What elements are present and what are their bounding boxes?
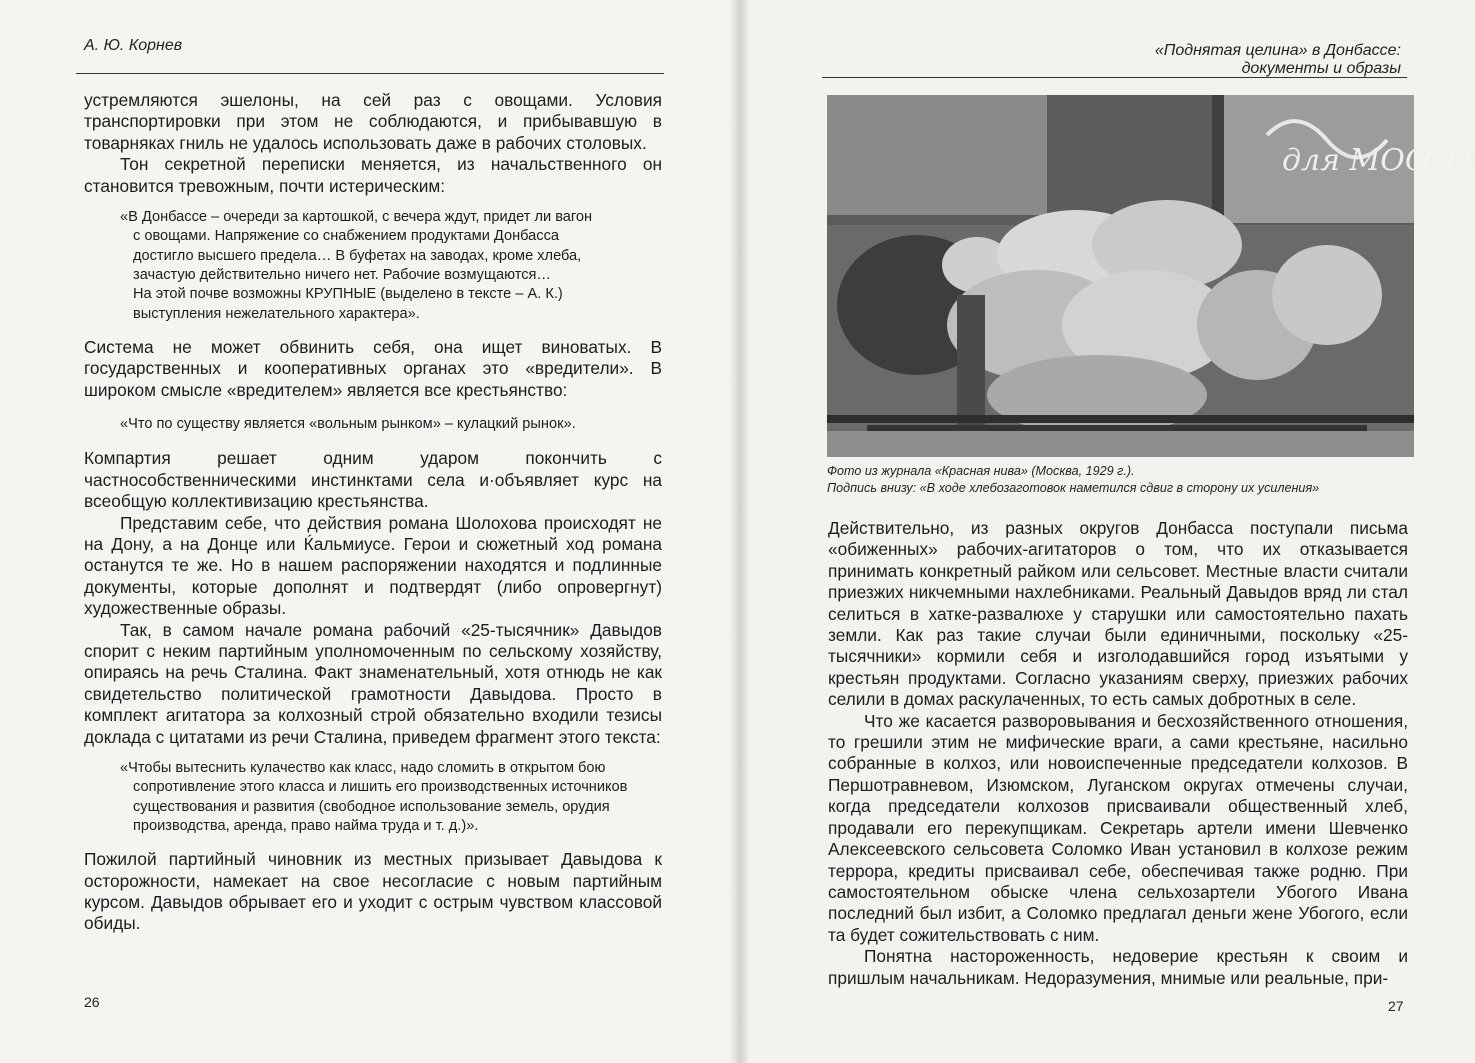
right-header-rule (822, 77, 1407, 78)
quote-line: На этой почве возможны КРУПНЫЕ (выделено в тексте – А. К.) (133, 286, 563, 303)
left-running-head: А. Ю. Корнев (84, 37, 183, 54)
paragraph: Компартия решает одним ударом покончить с частнособственническими инстинктами села и·объявляет курс на всеобщую коллективизацию крестьянства. (84, 448, 662, 512)
left-header-rule (76, 73, 664, 74)
quote-line: зачастую действительно ничего нет. Рабочие возмущаются… (133, 266, 552, 283)
quote-line: сопротивление этого класса и лишить его производственных источников существования и развития (свободное использование земель, орудия производства, аренда, право найма труда и т. д.)». (133, 779, 628, 834)
block-quote (120, 208, 662, 324)
paragraph: Так, в самом начале романа рабочий «25-тысячник» Давыдов спорит с неким партийным уполномоченным по сельскому хозяйству, опираясь на речь Сталина. Факт знаменательный, хотя отнюдь не как свидетельство политической грамотности Давыдова. Просто в комплект агитатора за колхозный строй обязательно входили тезисы доклада с цитатами из речи Сталина, приведем фрагмент этого текста: (84, 619, 662, 747)
paragraph: Что же касается разворовывания и бесхозяйственного отношения, то грешили этим не мифические враги, а сами крестьяне, насильно собранные в колхоз, или новоиспеченные председатели колхозов. В Першотравневом, Изюмском, Луганском округах отмечены случаи, когда председатели колхозов присваивали общественный хлеб, продавали его перекупщикам. Секретарь артели имени Шевченко Алексеевского сельсовета Соломко Иван установил в колхозе режим террора, кредиты присваивал себе, обеспечивая также родню. При самостоятельном обыске члена сельхозартели Убогого Ивана последний был избит, а Соломко предлагал деньги жене Убогого, если та будет сожительствовать с ним. (828, 710, 1408, 945)
block-quote (120, 759, 662, 836)
paragraph: Действительно, из разных округов Донбасса поступали письма «обиженных» рабочих-агитаторов о том, что их отказывается принимать конкретный райком или сельсовет. Местные власти считали приезжих никчемными нахлебниками. Реальный Давыдов вряд ли стал селиться в хатке-развалюхе у старушки или самостоятельно пахать земли. Как раз такие случаи были единичными, поскольку «25-тысячники» кормили себя и изголодавшийся город изъятыми у крестьян продуктами. Согласно указаниям сверху, приезжих рабочих селили в домах раскулаченных, то есть самых добротных в селе. (828, 518, 1408, 710)
caption-line: Подпись внизу: «В ходе хлебозаготовок наметился сдвиг в сторону их усиления» (827, 481, 1320, 495)
right-page-number: 27 (1388, 998, 1404, 1014)
caption-line: Фото из журнала «Красная нива» (Москва, 1929 г.). (827, 464, 1135, 478)
wagon-sign-text: для МОССО (1282, 143, 1475, 178)
block-quote: «Что по существу является «вольным рынком» – кулацкий рынок». (120, 416, 576, 433)
quote-line: «В Донбассе – очереди за картошкой, с вечера ждут, придет ли вагон (120, 209, 593, 226)
paragraph: устремляются эшелоны, на сей раз с овощами. Условия транспортировки при этом не соблюдаются, и прибывавшую в товарняках гниль не удалось использовать даже в рабочих столовых. (84, 90, 662, 153)
photo-illustration (827, 95, 1475, 457)
paragraph: Представим себе, что действия романа Шолохова происходят не на Дону, а на Донце или Ќальмиусе. Герои и сюжетный ход романа останутся те же. Но в нашем распоряжении находятся и подлинные документы, которые дополнят и подтвердят (либо опровергнут) художественные образы. (84, 512, 662, 619)
left-page (0, 0, 737, 1063)
paragraph: Пожилой партийный чиновник из местных призывает Давыдова к осторожности, намекает на свое несогласие с новым партийным курсом. Давыдов обрывает его и уходит с острым чувством классовой обиды. (84, 849, 662, 934)
archival-photo (827, 95, 1475, 457)
paragraph: Понятна настороженность, недоверие крестьян к своим и пришлым начальникам. Недоразумения, мнимые или реальные, при- (828, 946, 1408, 988)
paragraph: Система не может обвинить себя, она ищет виноватых. В государственных и кооперативных органах это «вредители». В широком смысле «вредителем» является все крестьянство: (84, 336, 662, 400)
right-body-text (828, 518, 1408, 989)
left-page-number: 26 (84, 994, 100, 1010)
right-running-head (1155, 42, 1401, 78)
quote-line: «Чтобы вытеснить кулачество как класс, надо сломить в открытом бою (120, 760, 606, 777)
paragraph: Тон секретной переписки меняется, из начальственного он становится тревожным, почти истерическим: (84, 154, 662, 196)
quote-line: с овощами. Напряжение со снабжением продуктами Донбасса (133, 228, 559, 245)
quote-line: достигло высшего предела… В буфетах на заводах, кроме хлеба, (133, 247, 582, 264)
book-gutter-shadow (728, 0, 750, 1063)
quote-line: выступления нежелательного характера». (133, 305, 420, 322)
left-body-text (84, 90, 662, 935)
photo-caption (827, 463, 1417, 497)
running-head-line: документы и образы (1241, 60, 1401, 77)
running-head-line: «Поднятая целина» в Донбассе: (1154, 42, 1401, 59)
